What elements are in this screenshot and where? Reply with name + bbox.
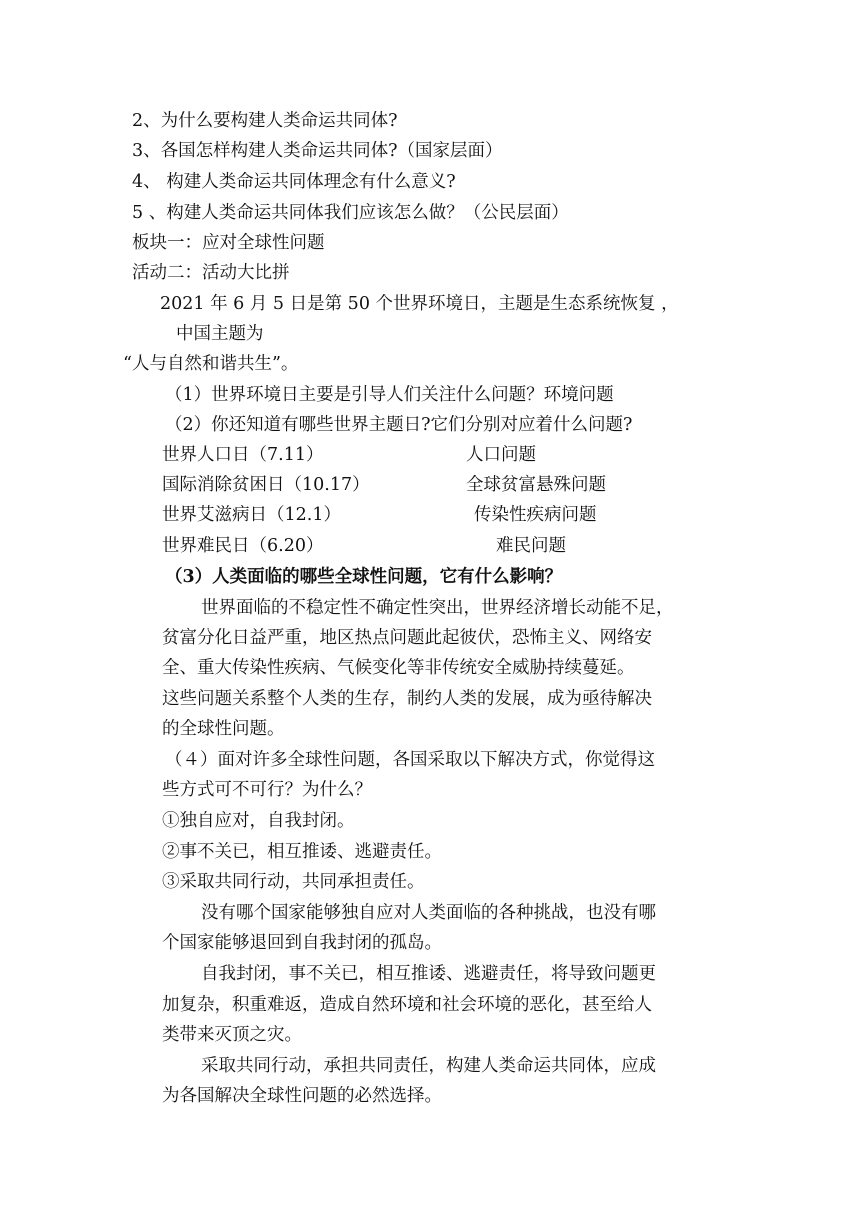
question-3: 3、各国怎样构建人类命运共同体?（国家层面） — [132, 141, 503, 161]
question-solutions-line1: （４）面对许多全球性问题，各国采取以下解决方式，你觉得这 — [165, 750, 655, 770]
option-item: ③采取共同行动，共同承担责任。 — [162, 872, 425, 892]
question-theme-days: （2）你还知道有哪些世界主题日?它们分别对应着什么问题? — [165, 415, 633, 435]
question-2: 2、为什么要构建人类命运共同体? — [132, 111, 398, 131]
conclusion-paragraph-1: 个国家能够退回到自我封闭的孤岛。 — [162, 933, 442, 953]
conclusion-paragraph-2: 加复杂，积重难返，造成自然环境和社会环境的恶化，甚至给人 — [162, 995, 652, 1015]
conclusion-paragraph-2: 自我封闭，事不关已，相互推诿、逃避责任，将导致问题更 — [201, 964, 656, 984]
theme-day-issue: 难民问题 — [496, 536, 566, 556]
question-solutions-line2: 些方式可不可行？为什么？ — [162, 780, 372, 800]
activity-title: 活动二：活动大比拼 — [132, 263, 290, 283]
answer-line: 这些问题关系整个人类的生存，制约人类的发展，成为亟待解决 — [162, 689, 652, 709]
theme-day-name: 国际消除贫困日（10.17） — [162, 475, 370, 495]
theme-day-issue: 传染性疾病问题 — [474, 505, 597, 525]
intro-paragraph-line3: “人与自然和谐共生”。 — [123, 354, 299, 374]
theme-day-name: 世界艾滋病日（12.1） — [162, 505, 341, 525]
theme-day-name: 世界人口日（7.11） — [162, 445, 324, 465]
conclusion-paragraph-1: 没有哪个国家能够独自应对人类面临的各种挑战，也没有哪 — [201, 903, 656, 923]
option-item: ②事不关已，相互推诿、逃避责任。 — [162, 842, 442, 862]
question-4: 4、 构建人类命运共同体理念有什么意义? — [132, 172, 456, 192]
theme-day-issue: 人口问题 — [466, 445, 536, 465]
option-item: ①独自应对，自我封闭。 — [162, 811, 355, 831]
question-5: 5 、构建人类命运共同体我们应该怎么做？（公民层面） — [132, 203, 569, 223]
theme-day-name: 世界难民日（6.20） — [162, 536, 324, 556]
intro-paragraph-line2: 中国主题为 — [176, 324, 264, 344]
conclusion-paragraph-3: 采取共同行动，承担共同责任，构建人类命运共同体，应成 — [201, 1056, 656, 1076]
question-env-day: （1）世界环境日主要是引导人们关注什么问题？环境问题 — [165, 385, 614, 405]
theme-day-issue: 全球贫富悬殊问题 — [466, 475, 606, 495]
intro-paragraph-line1: 2021 年 6 月 5 日是第 50 个世界环境日，主题是生态系统恢复 ， — [160, 294, 679, 314]
answer-line: 全、重大传染性疾病、气候变化等非传统安全威胁持续蔓延。 — [162, 658, 635, 678]
section-title: 板块一：应对全球性问题 — [132, 233, 325, 253]
question-global-issues: （3）人类面临的哪些全球性问题，它有什么影响？ — [165, 567, 563, 587]
conclusion-paragraph-3: 为各国解决全球性问题的必然选择。 — [162, 1086, 442, 1106]
answer-line: 贫富分化日益严重，地区热点问题此起彼伏，恐怖主义、网络安 — [162, 628, 652, 648]
answer-line: 世界面临的不稳定性不确定性突出，世界经济增长动能不足， — [201, 598, 674, 618]
answer-line: 的全球性问题。 — [162, 719, 285, 739]
conclusion-paragraph-2: 类带来灭顶之灾。 — [162, 1025, 302, 1045]
